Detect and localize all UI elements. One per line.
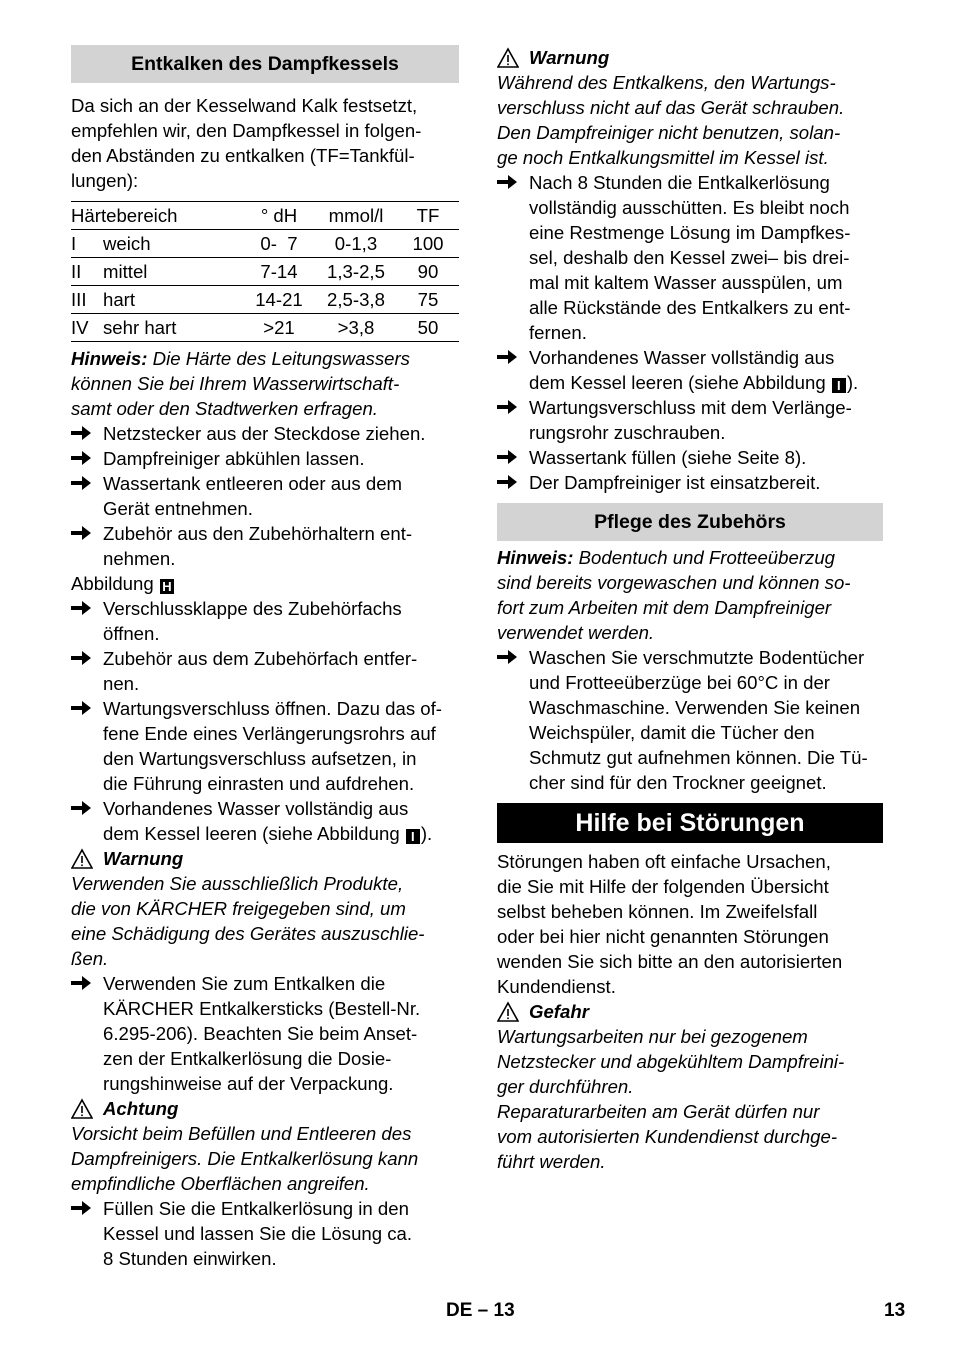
step-remove-accessories: Zubehör aus den Zubehörhaltern ent- nehmen. <box>71 521 459 571</box>
section-heading-care: Pflege des Zubehörs <box>497 503 883 541</box>
warning-triangle-icon <box>497 1001 519 1023</box>
danger-text: Wartungsarbeiten nur bei gezogenem Netzstecker und abgekühltem Dampfreini- ger durchführen. Reparaturarbeiten am Gerät dürfen nur vom autorisierten Kundendienst durchge- führt werden. <box>497 1026 845 1172</box>
step-pour-out-solution: Nach 8 Stunden die Entkalkerlösung vollständig ausschütten. Es bleibt noch eine Restmenge Lösung im Dampfkes- sel, deshalb den Kessel zwei– bis drei- mal mit kaltem Wasser ausspülen, um alle Rückstände des Entkalkers zu ent- fernen. <box>497 170 883 345</box>
hint-water-hardness: Hinweis: Die Härte des Leitungswassers können Sie bei Ihrem Wasserwirtschaft- samt oder den Stadtwerken erfragen. <box>71 348 410 419</box>
caution-title: Achtung <box>71 1096 459 1121</box>
arrow-right-icon <box>71 475 91 491</box>
step-empty-tank: Wassertank entleeren oder aus dem Gerät entnehmen. <box>71 471 459 521</box>
arrow-right-icon <box>497 449 517 465</box>
step-unplug: Netzstecker aus der Steckdose ziehen. <box>71 421 459 446</box>
step-wash-cloths: Waschen Sie verschmutzte Bodentücher und Frotteeüberzüge bei 60°C in der Waschmaschine. Verwenden Sie keinen Weichspüler, damit die Tücher den Schmutz gut aufnehmen können. Die Tü- cher sind für den Trockner geeignet. <box>497 645 883 795</box>
step-fill-tank: Wassertank füllen (siehe Seite 8). <box>497 445 883 470</box>
figure-reference-h: Abbildung H <box>71 571 459 596</box>
arrow-right-icon <box>497 399 517 415</box>
arrow-right-icon <box>71 700 91 716</box>
warning-triangle-icon <box>497 47 519 69</box>
arrow-right-icon <box>71 600 91 616</box>
warning-title: Warnung <box>71 846 459 871</box>
descaling-intro: Da sich an der Kesselwand Kalk festsetzt, empfehlen wir, den Dampfkessel in folgen- den Abständen zu entkalken (TF=Tankfül- lungen): <box>71 95 422 191</box>
hint-accessories: Hinweis: Bodentuch und Frotteeüberzug sind bereits vorgewaschen und können so- fort zum Arbeiten mit dem Dampfreiniger verwendet werden. <box>497 547 851 643</box>
arrow-right-icon <box>497 174 517 190</box>
arrow-right-icon <box>497 649 517 665</box>
danger-title: Gefahr <box>497 999 883 1024</box>
page-number: 13 <box>884 1300 906 1321</box>
figure-i-badge: I <box>832 378 846 393</box>
table-row: II mittel 7-14 1,3-2,5 90 <box>71 258 459 286</box>
figure-i-badge: I <box>406 829 420 844</box>
step-drain-water: Vorhandenes Wasser vollständig aus dem Kessel leeren (siehe Abbildung I ). <box>497 345 883 395</box>
step-descaler-sticks: Verwenden Sie zum Entkalken die KÄRCHER Entkalkersticks (Bestell-Nr. 6.295-206). Beachten Sie beim Anset- zen der Entkalkerlösung die Dosie- rungshinweise auf der Verpackung. <box>71 971 459 1096</box>
table-row: I weich 0- 7 0-1,3 100 <box>71 230 459 258</box>
chapter-heading-troubleshooting: Hilfe bei Störungen <box>497 803 883 843</box>
table-header-row: Härtebereich ° dH mmol/l TF <box>71 202 459 230</box>
arrow-right-icon <box>71 800 91 816</box>
step-drain-water: Vorhandenes Wasser vollständig aus dem Kessel leeren (siehe Abbildung I ). <box>71 796 459 846</box>
step-ready: Der Dampfreiniger ist einsatzbereit. <box>497 470 883 495</box>
warning-text-descaling: Während des Entkalkens, den Wartungs- verschluss nicht auf das Gerät schrauben. Den Dampfreiniger nicht benutzen, solan- ge noch Entkalkungsmittel im Kessel ist. <box>497 72 845 168</box>
step-cool-down: Dampfreiniger abkühlen lassen. <box>71 446 459 471</box>
arrow-right-icon <box>71 450 91 466</box>
right-column <box>497 45 883 1174</box>
table-row: IV sehr hart >21 >3,8 50 <box>71 314 459 342</box>
warning-triangle-icon <box>71 848 93 870</box>
arrow-right-icon <box>71 1200 91 1216</box>
warning-triangle-icon <box>71 1098 93 1120</box>
arrow-right-icon <box>497 349 517 365</box>
arrow-right-icon <box>71 525 91 541</box>
troubleshooting-intro: Störungen haben oft einfache Ursachen, die Sie mit Hilfe der folgenden Übersicht selbst beheben können. Im Zweifelsfall oder bei hier nicht genannten Störungen wenden Sie sich bitte an den autorisierten Kundendienst. <box>497 851 843 997</box>
step-fill-solution: Füllen Sie die Entkalkerlösung in den Kessel und lassen Sie die Lösung ca. 8 Stunden einwirken. <box>71 1196 459 1271</box>
arrow-right-icon <box>71 975 91 991</box>
footer-page-label: DE – 13 <box>446 1300 515 1321</box>
table-row: III hart 14-21 2,5-3,8 75 <box>71 286 459 314</box>
caution-text: Vorsicht beim Befüllen und Entleeren des Dampfreinigers. Die Entkalkerlösung kann empfindliche Oberflächen angreifen. <box>71 1123 419 1194</box>
left-column <box>71 45 459 1271</box>
warning-title: Warnung <box>497 45 883 70</box>
arrow-right-icon <box>71 425 91 441</box>
arrow-right-icon <box>71 650 91 666</box>
hardness-table <box>71 201 459 342</box>
warning-text-products: Verwenden Sie ausschließlich Produkte, die von KÄRCHER freigegeben sind, um eine Schädigung des Gerätes auszuschlie- ßen. <box>71 873 425 969</box>
figure-h-badge: H <box>160 579 174 594</box>
section-heading-descaling: Entkalken des Dampfkessels <box>71 45 459 83</box>
arrow-right-icon <box>497 474 517 490</box>
step-screw-service-cap: Wartungsverschluss mit dem Verlänge- rungsrohr zuschrauben. <box>497 395 883 445</box>
step-open-flap: Verschlussklappe des Zubehörfachs öffnen. <box>71 596 459 646</box>
step-take-accessories: Zubehör aus dem Zubehörfach entfer- nen. <box>71 646 459 696</box>
step-open-service-cap: Wartungsverschluss öffnen. Dazu das of- fene Ende eines Verlängerungsrohrs auf den Wartungsverschluss aufsetzen, in die Führung einrasten und aufdrehen. <box>71 696 459 796</box>
